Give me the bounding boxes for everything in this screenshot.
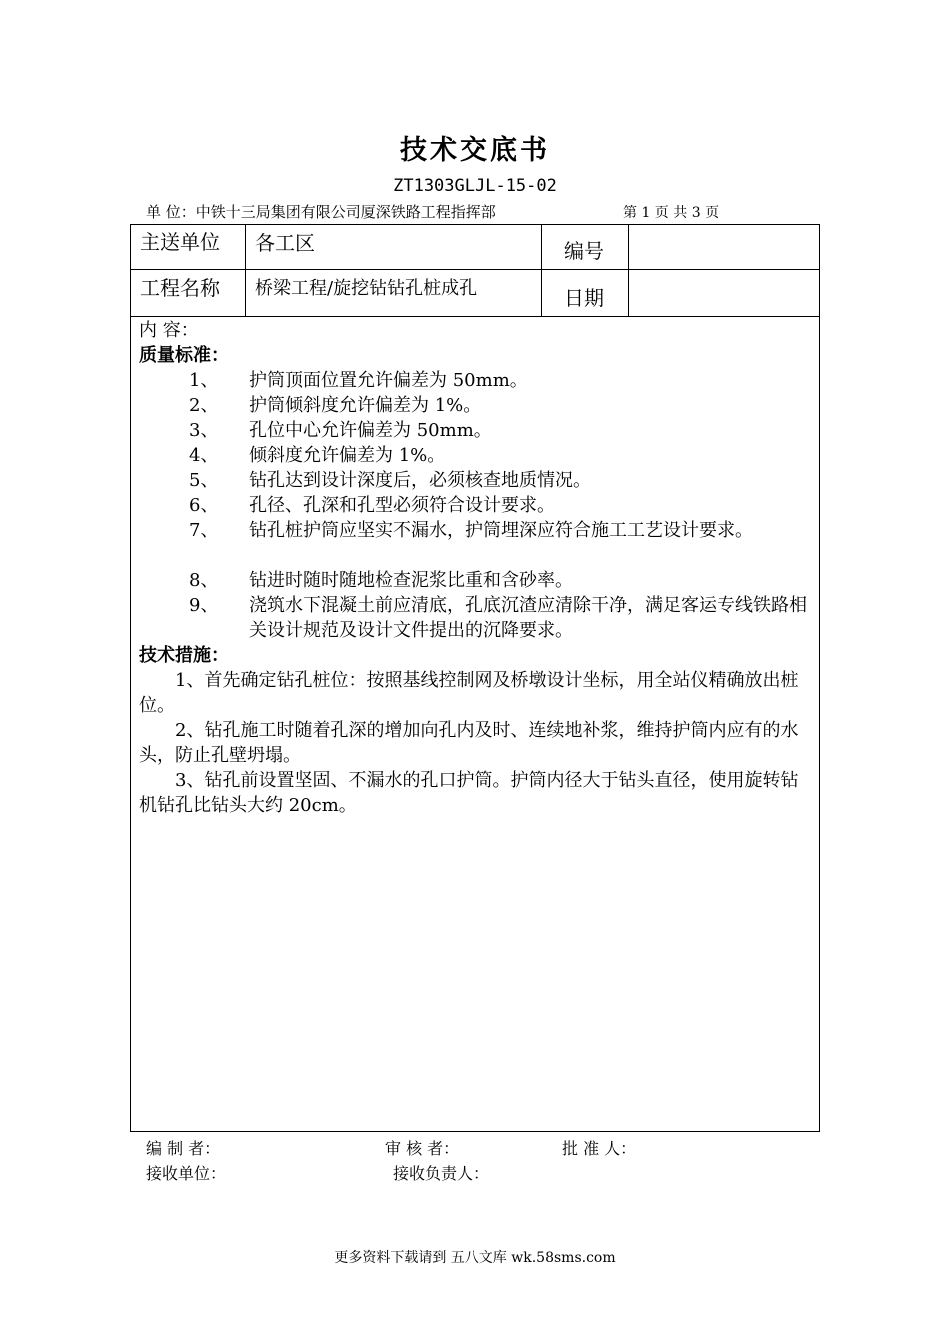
date-label: 日期 (564, 286, 604, 310)
measure-paragraph: 1、首先确定钻孔桩位：按照基线控制网及桥墩设计坐标，用全站仪精确放出桩位。 (139, 670, 799, 716)
col-divider-1 (245, 224, 246, 316)
item-number: 6、 (189, 495, 219, 516)
item-number: 3、 (189, 420, 219, 441)
receiving-unit-field: 接收单位： (146, 1164, 227, 1183)
row-divider-2 (130, 316, 820, 317)
project-value: 桥梁工程/旋挖钻钻孔桩成孔 (255, 278, 478, 299)
row-divider-1 (130, 269, 820, 270)
content-label: 内 容： (139, 320, 199, 341)
quality-item (139, 418, 814, 443)
item-number: 8、 (189, 570, 219, 591)
item-text: 护筒顶面位置允许偏差为 50mm。 (249, 370, 528, 391)
item-text: 倾斜度允许偏差为 1%。 (249, 445, 446, 466)
item-text: 钻进时随时随地检查泥浆比重和含砂率。 (249, 570, 573, 591)
quality-item (139, 368, 814, 393)
item-number: 7、 (189, 520, 219, 541)
compiler-field: 编 制 者： (146, 1139, 221, 1158)
item-number: 4、 (189, 445, 219, 466)
item-text: 钻孔达到设计深度后，必须核查地质情况。 (249, 470, 591, 491)
receiving-person-field: 接收负责人： (393, 1164, 490, 1183)
quality-item (139, 593, 814, 643)
project-label: 工程名称 (140, 276, 220, 300)
document-number: ZT1303GLJL-15-02 (393, 176, 557, 196)
item-text: 护筒倾斜度允许偏差为 1%。 (249, 395, 482, 416)
measure-paragraph: 2、钻孔施工时随着孔深的增加向孔内及时、连续地补浆，维持护筒内应有的水头，防止孔壁坍塌。 (139, 720, 799, 766)
content-area (139, 318, 814, 818)
quality-item (139, 568, 814, 593)
unit-line: 单 位：中铁十三局集团有限公司厦深铁路工程指挥部 (146, 203, 496, 221)
download-note: 更多资料下载请到 五八文库 wk.58sms.com (334, 1250, 616, 1266)
item-number: 5、 (189, 470, 219, 491)
item-text: 孔位中心允许偏差为 50mm。 (249, 420, 492, 441)
measures-heading: 技术措施： (139, 645, 229, 666)
item-text: 钻孔桩护筒应坚实不漏水，护筒埋深应符合施工工艺设计要求。 (249, 520, 753, 541)
quality-item (139, 468, 814, 493)
item-number: 9、 (189, 595, 219, 616)
quality-item (139, 443, 814, 468)
item-number: 1、 (189, 370, 219, 391)
item-text: 浇筑水下混凝土前应清底，孔底沉渣应清除干净，满足客运专线铁路相关设计规范及设计文件提出的沉降要求。 (249, 595, 807, 641)
reviewer-field: 审 核 者： (385, 1139, 460, 1158)
item-number: 2、 (189, 395, 219, 416)
recipient-value: 各工区 (255, 231, 315, 255)
quality-item (139, 493, 814, 518)
quality-item (139, 393, 814, 418)
document-title: 技术交底书 (400, 135, 550, 166)
quality-item (139, 518, 814, 568)
quality-heading: 质量标准： (139, 345, 229, 366)
measure-paragraph: 3、钻孔前设置坚固、不漏水的孔口护筒。护筒内径大于钻头直径，使用旋转钻机钻孔比钻头大约 20cm。 (139, 770, 799, 816)
col-divider-3 (628, 224, 629, 316)
recipient-label: 主送单位 (140, 230, 220, 254)
item-text: 孔径、孔深和孔型必须符合设计要求。 (249, 495, 555, 516)
page-info: 第 1 页 共 3 页 (623, 205, 720, 221)
col-divider-2 (541, 224, 542, 316)
number-label: 编号 (564, 239, 604, 263)
approver-field: 批 准 人： (562, 1139, 637, 1158)
